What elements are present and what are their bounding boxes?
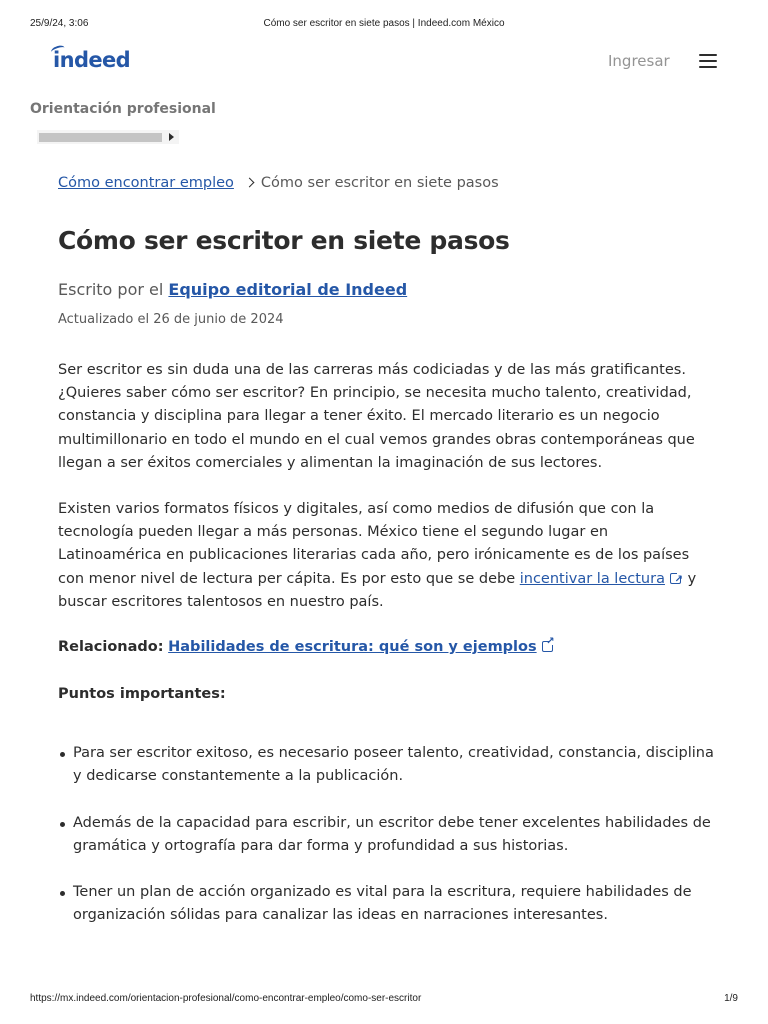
print-page-number: 1/9 xyxy=(724,993,738,1004)
page-title: Cómo ser escritor en siete pasos xyxy=(58,226,510,255)
author-link[interactable]: Equipo editorial de Indeed xyxy=(168,280,408,299)
breadcrumb-current: Cómo ser escritor en siete pasos xyxy=(260,175,499,191)
menu-line xyxy=(699,66,717,68)
logo-text: indeed xyxy=(53,48,131,72)
paragraph-text: Existen varios formatos físicos y digitales, así como medios de difusión que con la tecnología pueden llegar a más personas. México tiene el segundo lugar en Latinoamérica en publicaciones literarias cada año, pero irónicamente es de los países con menor nivel de lectura per cápita. Es por esto que se debe xyxy=(58,501,690,587)
related-link[interactable] xyxy=(168,639,554,655)
article-paragraph: Ser escritor es sin duda una de las carreras más codiciadas y de las más gratificantes. ¿Quieres saber cómo ser escritor? En principio, se necesita mucho talento, creatividad, constancia y disciplina para llegar a tener éxito. El mercado literario es un negocio multimillonario en todo el mundo en el cual vemos grandes obras contemporáneas que llegan a ser éxitos comerciales y alimentan la imaginación de sus lectores. xyxy=(58,362,695,471)
indeed-logo[interactable] xyxy=(53,48,130,72)
external-link-icon xyxy=(542,641,553,652)
list-item: Tener un plan de acción organizado es vital para la escritura, requiere habilidades de organización sólidas para canalizar las ideas en narraciones interesantes. xyxy=(58,881,716,927)
login-link[interactable]: Ingresar xyxy=(608,52,670,70)
paragraph-text: y buscar escritores talentosos en nuestro país. xyxy=(58,570,697,610)
byline-prefix: Escrito por el xyxy=(58,280,169,299)
print-page-title: Cómo ser escritor en siete pasos | Indeed.com México xyxy=(263,18,505,29)
print-datetime: 25/9/24, 3:06 xyxy=(30,18,89,29)
scrollbar-thumb[interactable] xyxy=(39,133,162,142)
subnav-tab-strip[interactable] xyxy=(30,100,216,120)
updated-date: Actualizado el 26 de junio de 2024 xyxy=(58,312,284,327)
list-item: Además de la capacidad para escribir, un escritor debe tener excelentes habilidades de gramática y ortografía para dar forma y profundidad a sus historias. xyxy=(58,812,716,858)
menu-line xyxy=(699,54,717,56)
subnav-tab-orientacion[interactable]: Orientación profesional xyxy=(30,101,216,117)
link-text: Habilidades de escritura: qué son y ejemplos xyxy=(168,639,537,655)
external-link-icon xyxy=(670,573,681,584)
hamburger-menu-icon[interactable] xyxy=(699,54,717,68)
incentivar-lectura-link[interactable] xyxy=(520,571,683,587)
subnav-scrollbar[interactable] xyxy=(37,130,179,144)
article-paragraph xyxy=(58,498,716,614)
print-url: https://mx.indeed.com/orientacion-profesional/como-encontrar-empleo/como-ser-escritor xyxy=(30,993,422,1004)
breadcrumb-link-como-encontrar-empleo[interactable]: Cómo encontrar empleo xyxy=(58,175,234,191)
chevron-right-icon xyxy=(244,178,254,188)
breadcrumb xyxy=(58,175,499,191)
related-article xyxy=(58,639,555,655)
scroll-right-arrow-icon[interactable] xyxy=(169,133,174,141)
byline xyxy=(58,280,407,299)
list-item: Para ser escritor exitoso, es necesario poseer talento, creatividad, constancia, disciplina y dedicarse constantemente a la publicación. xyxy=(58,742,716,788)
menu-line xyxy=(699,60,717,62)
key-points-heading: Puntos importantes: xyxy=(58,686,226,702)
link-text: incentivar la lectura xyxy=(519,570,665,587)
related-label: Relacionado: xyxy=(58,639,164,655)
